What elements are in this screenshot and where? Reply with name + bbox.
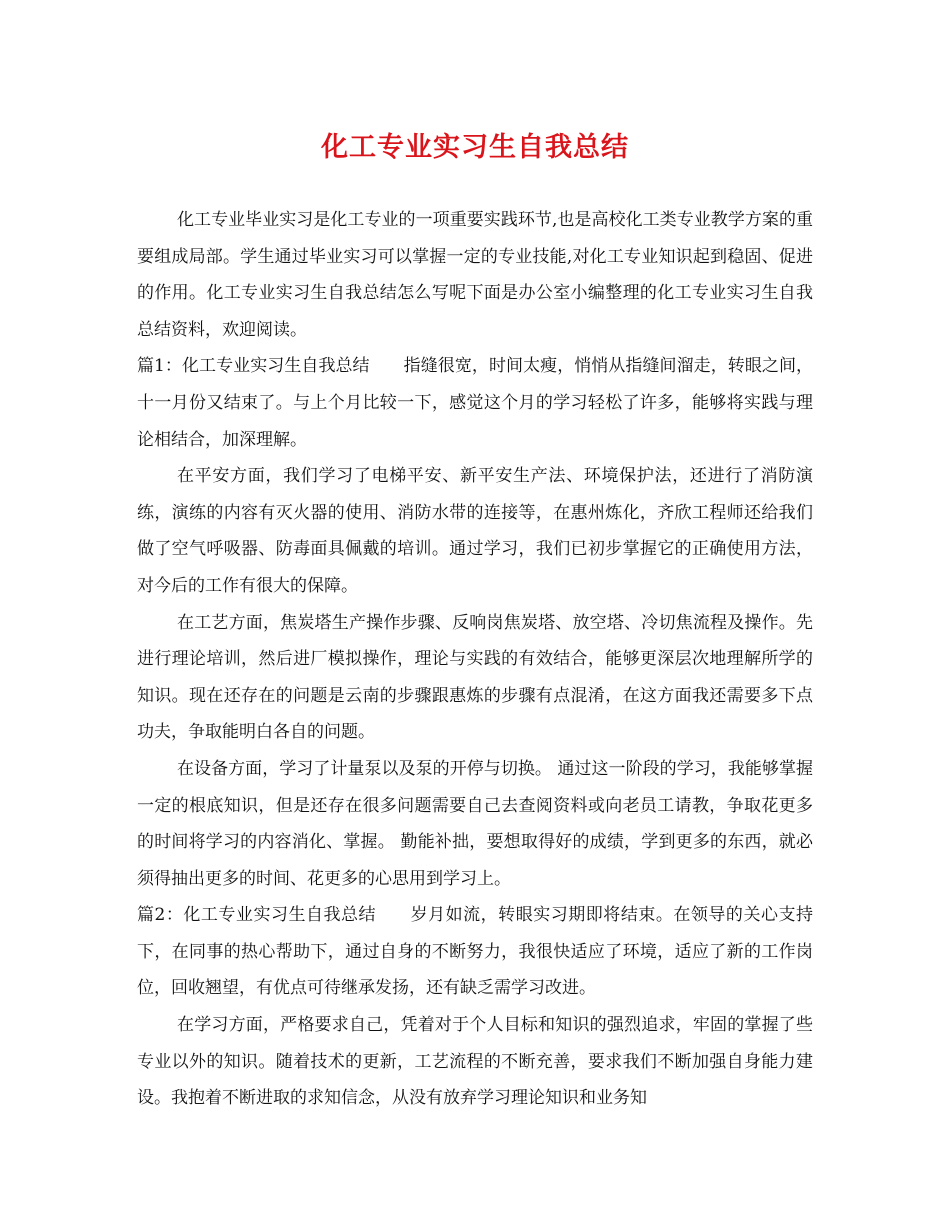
paragraph-text: 在平安方面，我们学习了电梯平安、新平安生产法、环境保护法，还进行了消防演练，演练的内容有灭火器的使用、消防水带的连接等，在惠州炼化，齐欣工程师还给我们做了空气呼吸器、防毒面具佩戴的培训。通过学习，我们已初步掌握它的正确使用方法，对今后的工作有很大的保障。 (137, 466, 813, 596)
paragraph-text: 在学习方面，严格要求自己，凭着对于个人目标和知识的强烈追求，牢固的掌握了些专业以外的知识。随着技术的更新，工艺流程的不断充善，要求我们不断加强自身能力建设。我抱着不断进取的求知信念，从没有放弃学习理论知识和业务知 (137, 1015, 813, 1109)
safety-paragraph (137, 458, 813, 604)
intro-paragraph (137, 202, 813, 348)
section-1-paragraph (137, 348, 813, 458)
section-heading: 篇2：化工专业实习生自我总结 (137, 905, 377, 926)
paragraph-text: 在工艺方面，焦炭塔生产操作步骤、反响岗焦炭塔、放空塔、冷切焦流程及操作。先进行理论培训，然后进厂模拟操作，理论与实践的有效结合，能够更深层次地理解所学的知识。现在还存在的问题是云南的步骤跟惠炼的步骤有点混淆，在这方面我还需要多下点功夫，争取能明白各自的问题。 (137, 612, 813, 743)
paragraph-text: 岁月如流，转眼实习期即将结束。在领导的关心支持下，在同事的热心帮助下，通过自身的不断努力，我很快适应了环境，适应了新的工作岗位，回收翘望，有优点可待继承发扬，还有缺乏需学习改进。 (137, 905, 813, 999)
section-2-paragraph (137, 897, 813, 1007)
document-page (137, 128, 813, 1117)
study-paragraph (137, 1007, 813, 1117)
equipment-paragraph (137, 751, 813, 897)
process-paragraph (137, 605, 813, 751)
paragraph-text: 在设备方面，学习了计量泵以及泵的开停与切换。 通过这一阶段的学习，我能够掌握一定的根底知识，但是还存在很多问题需要自己去查阅资料或向老员工请教，争取花更多的时间将学习的内容消化、掌握。 勤能补拙，要想取得好的成绩，学到更多的东西，就必须得抽出更多的时间、花更多的心思用到学习上。 (137, 758, 813, 889)
section-heading: 篇1：化工专业实习生自我总结 (137, 356, 370, 377)
document-title: 化工专业实习生自我总结 (321, 132, 629, 163)
paragraph-text: 化工专业毕业实习是化工专业的一项重要实践环节,也是高校化工类专业教学方案的重要组成局部。学生通过毕业实习可以掌握一定的专业技能,对化工专业知识起到稳固、促进的作用。化工专业实习生自我总结怎么写呢下面是办公室小编整理的化工专业实习生自我总结资料，欢迎阅读。 (137, 210, 813, 340)
paragraph-text: 指缝很宽，时间太瘦，悄悄从指缝间溜走，转眼之间，十一月份又结束了。与上个月比较一下，感觉这个月的学习轻松了许多，能够将实践与理论相结合，加深理解。 (137, 356, 813, 450)
